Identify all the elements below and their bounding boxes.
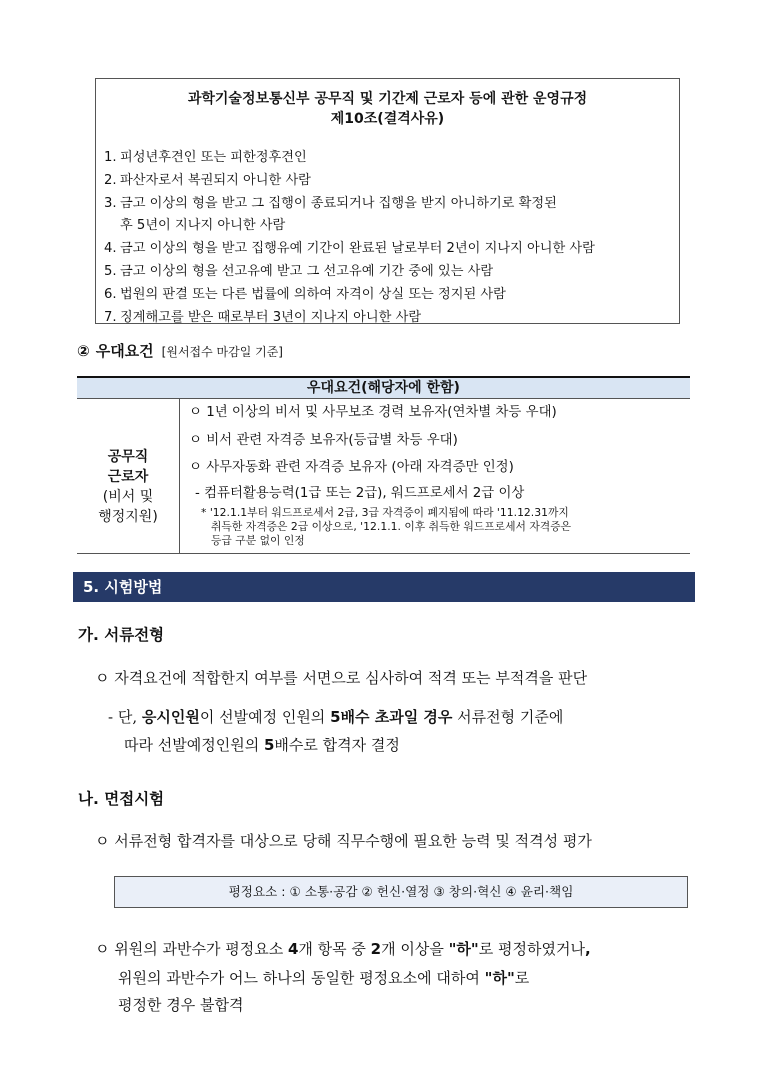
evaluation-criteria-box: 평정요소 : ① 소통·공감 ② 헌신·열정 ③ 창의·혁신 ④ 윤리·책임 (114, 876, 688, 908)
preference-table (77, 376, 690, 554)
disqualification-list (104, 147, 674, 329)
fail-condition-line3: 평정한 경우 불합격 (118, 996, 244, 1014)
doc-review-bullet: ㅇ 자격요건에 적합한지 여부를 서면으로 심사하여 적격 또는 부적격을 판단 (95, 669, 588, 687)
preference-item: ㅇ 1년 이상의 비서 및 사무보조 경력 보유자(연차별 차등 우대) (189, 405, 557, 420)
doc-review-heading: 가. 서류전형 (78, 626, 165, 644)
regulation-title: 과학기술정보통신부 공무직 및 기간제 근로자 등에 관한 운영규정 (187, 91, 588, 107)
preference-heading (77, 340, 283, 363)
preference-note: * '12.1.1부터 워드프로세서 2급, 3급 자격증이 폐지됨에 따라 '11.12.31까지 (201, 506, 569, 519)
fail-condition-line2: 위원의 과반수가 어느 하나의 동일한 평정요소에 대하여 "하"로 (118, 969, 530, 987)
list-item: 4. 금고 이상의 형을 받고 집행유예 기간이 완료된 날로부터 2년이 지나지 아니한 사람 (104, 241, 595, 257)
interview-bullet: ㅇ 서류전형 합격자를 대상으로 당해 직무수행에 필요한 능력 및 적격성 평가 (95, 832, 592, 850)
interview-heading: 나. 면접시험 (78, 790, 165, 808)
list-item: 6. 법원의 판결 또는 다른 법률에 의하여 자격이 상실 또는 정지된 사람 (104, 286, 506, 302)
preference-item: ㅇ 비서 관련 자격증 보유자(등급별 차등 우대) (189, 433, 458, 448)
fail-condition-line1: ㅇ 위원의 과반수가 평정요소 4개 항목 중 2개 이상을 "하"로 평정하였거나, (95, 940, 591, 958)
preference-item: ㅇ 사무자동화 관련 자격증 보유자 (아래 자격증만 인정) (189, 460, 514, 475)
table-header: 우대요건(해당자에 한함) (77, 378, 690, 399)
list-item: 1. 피성년후견인 또는 피한정후견인 (104, 150, 307, 165)
doc-review-sub-line2: 따라 선발예정인원의 5배수로 합격자 결정 (124, 736, 400, 754)
doc-review-sub-line1: - 단, 응시인원이 선발예정 인원의 5배수 초과일 경우 서류전형 기준에 (108, 708, 564, 726)
list-item: 2. 파산자로서 복권되지 아니한 사람 (104, 172, 311, 188)
regulation-box (95, 78, 680, 324)
preference-sub-item: - 컴퓨터활용능력(1급 또는 2급), 워드프로세서 2급 이상 (195, 486, 525, 501)
preference-heading-title: 우대요건 (95, 342, 154, 360)
list-item: 7. 징계해고를 받은 때로부터 3년이 지나지 아니한 사람 (104, 309, 422, 325)
table-row-label: 공무직 근로자 (비서 및 행정지원) (77, 399, 180, 554)
list-item: 5. 금고 이상의 형을 선고유예 받고 그 선고유예 기간 중에 있는 사람 (104, 263, 494, 279)
preference-note: 취득한 자격증은 2급 이상으로, '12.1.1. 이후 취득한 워드프로세서 자격증은 (211, 520, 572, 533)
list-item: 3. 금고 이상의 형을 받고 그 집행이 종료되거나 집행을 받지 아니하기로 확정된 후 5년이 지나지 아니한 사람 (104, 195, 557, 234)
preference-heading-note: [원서접수 마감일 기준] (161, 345, 283, 359)
section-title-bar: 5. 시험방법 (73, 572, 695, 602)
regulation-subtitle: 제10조(결격사유) (330, 111, 445, 127)
preference-note: 등급 구분 없이 인정 (211, 534, 305, 547)
circled-number: ② (77, 342, 90, 360)
